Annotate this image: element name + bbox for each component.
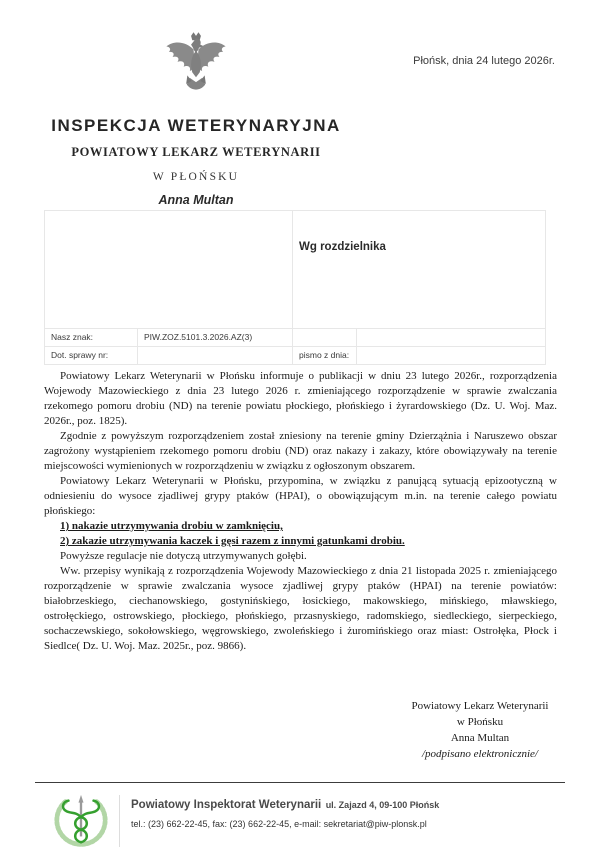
office-title: POWIATOWY LEKARZ WETERYNARII <box>71 145 321 159</box>
recipient-cell <box>293 211 546 329</box>
reference-table <box>44 210 546 365</box>
veterinary-caduceus-icon <box>52 790 110 850</box>
paragraph-lifted-zone: Zgodnie z powyższym rozporządzeniem został zniesiony na terenie gminy Dzierzążnia i Naruszewo obszar zagrożony wystąpieniem rzekomego pomoru drobiu (ND) oraz nakazy i zakazy, które obowiązywały na terenie miejscowości wymienionych w rozporządzeniu w związku z ogłoszonym obszarem. <box>44 430 557 472</box>
letterhead <box>20 26 372 207</box>
letter-date-label: pismo z dnia: <box>293 347 357 365</box>
header-signer-name: Anna Multan <box>158 193 234 207</box>
ref-cell-empty <box>357 329 546 347</box>
ref-label: Nasz znak: <box>45 329 138 347</box>
footer-contact-block <box>131 795 561 829</box>
letter-date-value <box>357 347 546 365</box>
letter-body <box>44 369 557 654</box>
polish-eagle-icon <box>159 26 233 110</box>
org-title: INSPEKCJA WETERYNARYJNA <box>51 116 341 135</box>
ref-number: PIW.ZOZ.5101.3.2026.AZ(3) <box>138 329 293 347</box>
case-value <box>138 347 293 365</box>
signature-esign-note: /podpisano elektronicznie/ <box>422 748 538 760</box>
paragraph-hpai-reminder: Powiatowy Lekarz Weterynarii w Płońsku, przypomina, w związku z panującą sytuacją epizootyczną w odniesieniu do wysoce zjadliwej grypy ptaków (HPAI), o obowiązującym m.in. na terenie całego powiatu płońskiego: <box>44 475 557 517</box>
date-line: Płońsk, dnia 24 lutego 2026r. <box>413 55 555 67</box>
list-item-1: 1) nakazie utrzymywania drobiu w zamknięciu, <box>60 520 283 532</box>
footer-contact-line: tel.: (23) 662-22-45, fax: (23) 662-22-45, e-mail: sekretariat@piw-plonsk.pl <box>131 819 427 829</box>
ref-cell-empty <box>293 329 357 347</box>
case-label: Dot. sprawy nr: <box>45 347 138 365</box>
sender-cell <box>45 211 293 329</box>
signature-city: w Płońsku <box>456 716 504 728</box>
signature-name: Anna Multan <box>450 732 510 744</box>
office-city: W PŁOŃSKU <box>152 171 240 183</box>
paragraph-legal-basis: Ww. przepisy wynikają z rozporządzenia Wojewody Mazowieckiego z dnia 21 listopada 2025 r. zmieniającego rozporządzenie w sprawie zwalczania wysoce zjadliwej grypy ptaków (HPAI) na terenie powiatów: białobrzeskiego, ciechanowskiego, gostynińskiego, łosickiego, makowskiego, mińskiego, mławskiego, ostrołęckiego, ostrowskiego, płockiego, płońskiego, przasnyskiego, radomskiego, siedleckiego, sierpeckiego, sochaczewskiego, sokołowskiego, węgrowskiego, zwoleńskiego i żuromińskiego oraz miast: Ostrołęka, Płock i Siedlce( Dz. U. Woj. Maz. 2025r., poz. 9866). <box>44 565 557 652</box>
paragraph-publication: Powiatowy Lekarz Weterynarii w Płońsku informuje o publikacji w dniu 23 lutego 2026r., rozporządzenia Wojewody Mazowieckiego z dnia 23 lutego 2026 r. zmieniającego rozporządzenie w sprawie zwalczania rzekomego pomoru drobiu (ND) na terenie powiatu płockiego, płońskiego i żyrardowskiego (Dz. U. Woj. Maz. 2026r., poz. 1825). <box>44 370 557 427</box>
footer-org-address: ul. Zajazd 4, 09-100 Płońsk <box>325 800 440 810</box>
footer-vertical-divider <box>119 795 120 847</box>
signature-block <box>368 698 592 762</box>
paragraph-pigeons: Powyższe regulacje nie dotyczą utrzymywanych gołębi. <box>60 550 307 562</box>
list-item-2: 2) zakazie utrzymywania kaczek i gęsi razem z innymi gatunkami drobiu. <box>60 535 405 547</box>
recipient-text: Wg rozdzielnika <box>299 241 386 253</box>
footer-org-name: Powiatowy Inspektorat Weterynarii <box>131 799 322 811</box>
footer-divider-line <box>35 782 565 783</box>
signature-title: Powiatowy Lekarz Weterynarii <box>411 700 549 712</box>
